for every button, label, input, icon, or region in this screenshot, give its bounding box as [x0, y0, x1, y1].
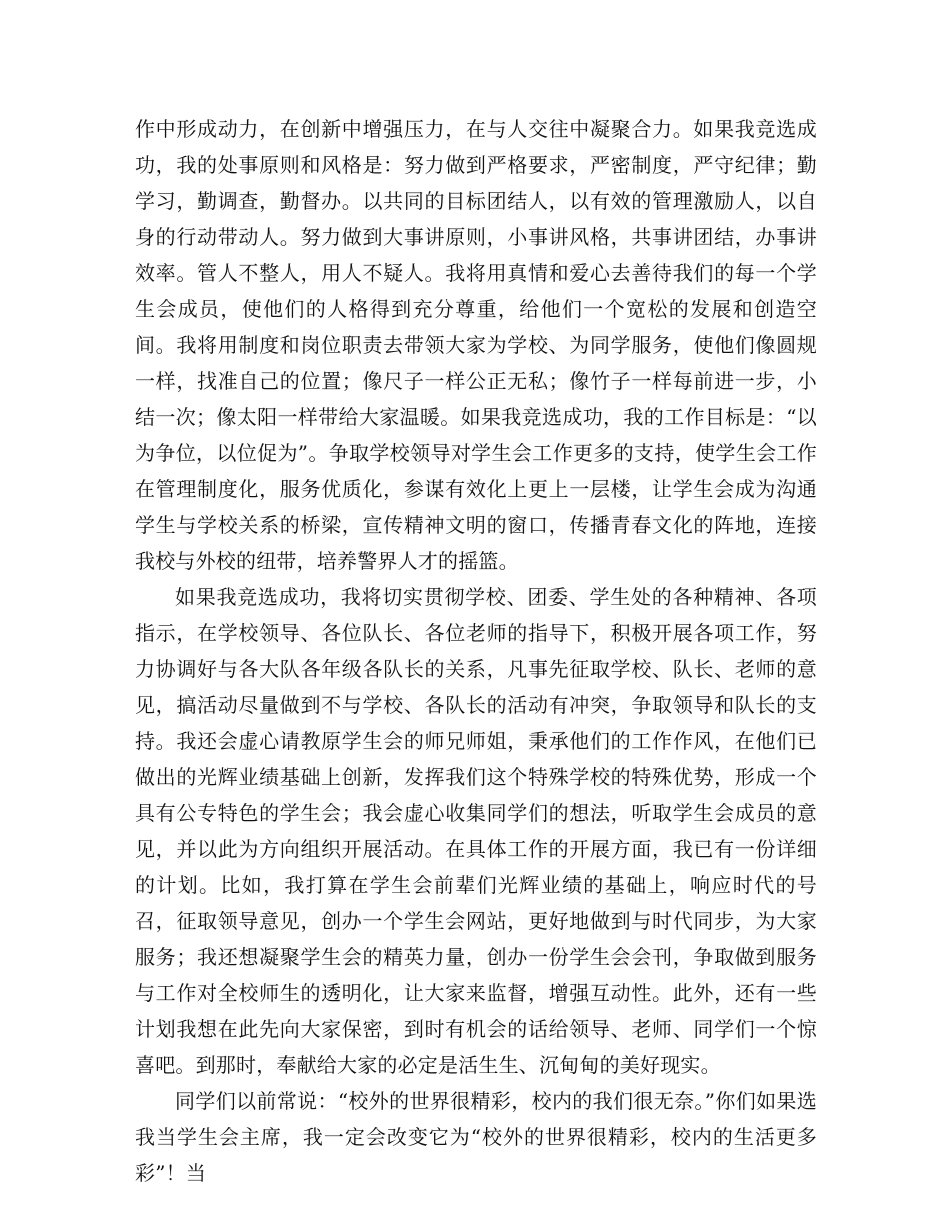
paragraph-3: 同学们以前常说：“校外的世界很精彩，校内的我们很无奈。”你们如果选我当学生会主席，我一定会改变它为“校外的世界很精彩，校内的生活更多彩”！当 — [135, 1089, 817, 1185]
paragraph-1: 作中形成动力，在创新中增强压力，在与人交往中凝聚合力。如果我竞选成功，我的处事原则和风格是：努力做到严格要求，严密制度，严守纪律；勤学习，勤调查，勤督办。以共同的目标团结人，以有效的管理激励人，以自身的行动带动人。努力做到大事讲原则，小事讲风格，共事讲团结，办事讲效率。管人不整人，用人不疑人。我将用真情和爱心去善待我们的每一个学生会成员，使他们的人格得到充分尊重，给他们一个宽松的发展和创造空间。我将用制度和岗位职责去带领大家为学校、为同学服务，使他们像圆规一样，找准自己的位置；像尺子一样公正无私；像竹子一样每前进一步，小结一次；像太阳一样带给大家温暖。如果我竞选成功，我的工作目标是：“以为争位，以位促为”。争取学校领导对学生会工作更多的支持，使学生会工作在管理制度化，服务优质化，参谋有效化上更上一层楼，让学生会成为沟通学生与学校关系的桥梁，宣传精神文明的窗口，传播青春文化的阵地，连接我校与外校的纽带，培养警界人才的摇篮。 — [135, 117, 817, 573]
paragraph-2: 如果我竞选成功，我将切实贯彻学校、团委、学生处的各种精神、各项指示，在学校领导、各位队长、各位老师的指导下，积极开展各项工作，努力协调好与各大队各年级各队长的关系，凡事先征取学校、队长、老师的意见，搞活动尽量做到不与学校、各队长的活动有冲突，争取领导和队长的支持。我还会虚心请教原学生会的师兄师姐，秉承他们的工作作风，在他们已做出的光辉业绩基础上创新，发挥我们这个特殊学校的特殊优势，形成一个具有公专特色的学生会；我会虚心收集同学们的想法，听取学生会成员的意见，并以此为方向组织开展活动。在具体工作的开展方面，我已有一份详细的计划。比如，我打算在学生会前辈们光辉业绩的基础上，响应时代的号召，征取领导意见，创办一个学生会网站，更好地做到与时代同步，为大家服务；我还想凝聚学生会的精英力量，创办一份学生会会刊，争取做到服务与工作对全校师生的透明化，让大家来监督，增强互动性。此外，还有一些计划我想在此先向大家保密，到时有机会的话给领导、老师、同学们一个惊喜吧。到那时，奉献给大家的必定是活生生、沉甸甸的美好现实。 — [135, 585, 817, 1077]
document-body — [135, 111, 817, 1191]
